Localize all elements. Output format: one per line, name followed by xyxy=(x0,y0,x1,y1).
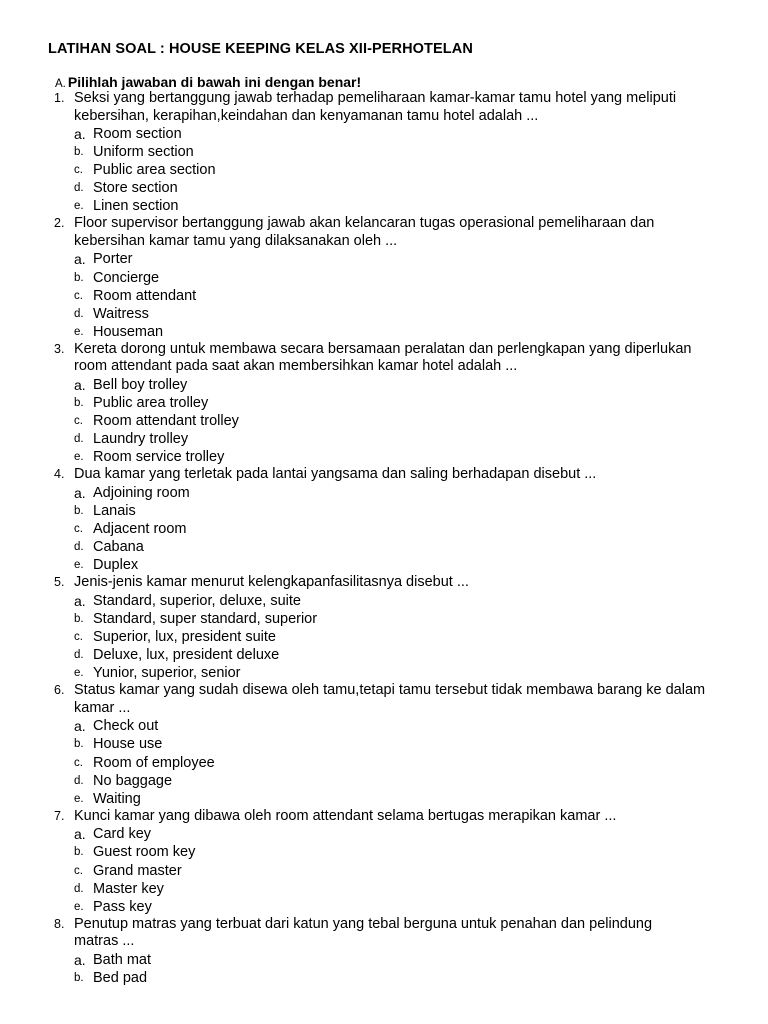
question-5 xyxy=(0,574,768,682)
question-3 xyxy=(0,341,768,466)
answer-option xyxy=(0,394,768,412)
instruction xyxy=(55,74,361,90)
question-text-line xyxy=(0,682,714,700)
option-text: Laundry trolley xyxy=(93,431,189,448)
option-letter: b. xyxy=(74,505,84,517)
question-text: Status kamar yang sudah disewa oleh tamu,tetapi tamu tersebut tidak membawa barang ke dalam xyxy=(74,682,706,699)
option-letter: c. xyxy=(74,415,83,428)
answer-option xyxy=(0,951,768,969)
option-letter: c. xyxy=(74,289,83,302)
answer-option xyxy=(0,754,768,772)
option-letter: b. xyxy=(74,612,84,625)
option-text: Waiting xyxy=(93,790,141,807)
answer-option xyxy=(0,376,768,394)
option-text: Public area section xyxy=(93,162,216,179)
option-text: House use xyxy=(93,736,163,753)
answer-option xyxy=(0,556,768,574)
option-letter: a. xyxy=(74,826,86,843)
answer-option xyxy=(0,179,768,197)
option-text: Master key xyxy=(93,880,164,897)
answer-option xyxy=(0,430,768,448)
answer-option xyxy=(0,125,768,143)
option-text: Lanais xyxy=(93,503,136,519)
answer-option xyxy=(0,269,768,287)
answer-option xyxy=(0,143,768,161)
option-letter: e. xyxy=(74,900,84,913)
answer-option xyxy=(0,969,768,987)
option-letter: a. xyxy=(74,592,86,609)
option-text: Store section xyxy=(93,180,178,197)
question-text-line xyxy=(0,90,714,108)
option-letter: c. xyxy=(74,164,83,177)
question-text: matras ... xyxy=(74,933,135,950)
question-text-line xyxy=(0,215,714,233)
option-text: Grand master xyxy=(93,862,182,879)
answer-option xyxy=(0,628,768,646)
option-text: Yunior, superior, senior xyxy=(93,665,241,682)
option-text: Standard, superior, deluxe, suite xyxy=(93,592,301,609)
question-text-line xyxy=(0,341,714,359)
option-text: Room section xyxy=(93,126,182,142)
answer-option xyxy=(0,880,768,898)
answer-option xyxy=(0,520,768,538)
option-letter: d. xyxy=(74,182,84,195)
question-text-line xyxy=(0,233,714,251)
question-number: 5. xyxy=(54,575,65,590)
option-text: Room of employee xyxy=(93,754,215,771)
answer-option xyxy=(0,412,768,430)
option-text: Porter xyxy=(93,251,133,268)
option-letter: e. xyxy=(74,325,84,338)
option-letter: c. xyxy=(74,631,83,644)
question-7 xyxy=(0,808,768,916)
option-letter: c. xyxy=(74,864,83,877)
question-text-line xyxy=(0,933,714,951)
instruction-text: Pilihlah jawaban di bawah ini dengan benar! xyxy=(67,74,362,90)
answer-option xyxy=(0,538,768,556)
option-text: Cabana xyxy=(93,539,144,556)
answer-option xyxy=(0,287,768,305)
option-text: Room service trolley xyxy=(93,449,225,466)
option-letter: b. xyxy=(74,271,84,284)
option-letter: d. xyxy=(74,433,84,446)
option-text: Uniform section xyxy=(93,144,194,161)
question-text: Kunci kamar yang dibawa oleh room attendant selama bertugas merapikan kamar ... xyxy=(74,807,617,824)
option-letter: d. xyxy=(74,882,84,895)
answer-option xyxy=(0,825,768,843)
option-letter: d. xyxy=(74,307,84,320)
question-2 xyxy=(0,215,768,340)
option-text: Linen section xyxy=(93,198,179,215)
option-text: No baggage xyxy=(93,772,173,789)
answer-option xyxy=(0,161,768,179)
question-number: 6. xyxy=(54,683,65,698)
option-text: Check out xyxy=(93,718,159,735)
question-number: 8. xyxy=(54,916,65,931)
answer-option xyxy=(0,772,768,790)
answer-option xyxy=(0,305,768,323)
answer-option xyxy=(0,323,768,341)
option-text: Concierge xyxy=(93,269,160,286)
option-text: Duplex xyxy=(93,557,139,574)
option-letter: e. xyxy=(74,200,84,213)
option-text: Room attendant xyxy=(93,287,197,304)
question-text: Dua kamar yang terletak pada lantai yangsama dan saling berhadapan disebut ... xyxy=(74,466,597,483)
option-text: Adjacent room xyxy=(93,521,187,538)
option-text: Bath mat xyxy=(93,951,152,968)
instruction-label: A. xyxy=(55,78,66,90)
option-letter: b. xyxy=(74,397,84,410)
answer-option xyxy=(0,898,768,916)
option-letter: a. xyxy=(74,376,86,393)
option-letter: e. xyxy=(74,451,84,464)
answer-option xyxy=(0,862,768,880)
option-text: Superior, lux, president suite xyxy=(93,629,276,646)
option-letter: c. xyxy=(74,756,83,769)
answer-option xyxy=(0,843,768,861)
option-text: Public area trolley xyxy=(93,395,209,412)
question-text-line xyxy=(0,466,714,484)
answer-option xyxy=(0,197,768,215)
option-letter: a. xyxy=(74,484,86,501)
question-number: 4. xyxy=(54,467,65,482)
option-text: Bed pad xyxy=(93,969,148,986)
question-text: Floor supervisor bertanggung jawab akan kelancaran tugas operasional pemeliharaan dan xyxy=(74,215,655,232)
option-letter: a. xyxy=(74,718,86,735)
option-text: Houseman xyxy=(93,323,164,340)
question-text-line xyxy=(0,916,714,934)
option-letter: e. xyxy=(74,792,84,805)
answer-option xyxy=(0,484,768,502)
question-text: Jenis-jenis kamar menurut kelengkapanfasilitasnya disebut ... xyxy=(74,574,469,591)
question-8 xyxy=(0,916,768,987)
question-text-line xyxy=(0,108,714,126)
option-letter: d. xyxy=(74,541,84,554)
option-letter: e. xyxy=(74,667,84,680)
option-letter: b. xyxy=(74,971,84,984)
question-1 xyxy=(0,90,768,215)
question-number: 1. xyxy=(54,91,65,105)
answer-option xyxy=(0,250,768,268)
answer-option xyxy=(0,592,768,610)
question-number: 7. xyxy=(54,808,65,823)
option-letter: d. xyxy=(74,774,84,787)
option-text: Room attendant trolley xyxy=(93,413,239,430)
option-letter: a. xyxy=(74,126,86,142)
option-text: Card key xyxy=(93,826,152,843)
option-text: Pass key xyxy=(93,898,152,915)
question-text: kebersihan kamar tamu yang dilaksanakan oleh ... xyxy=(74,232,398,249)
question-4 xyxy=(0,466,768,574)
option-letter: d. xyxy=(74,649,84,662)
answer-option xyxy=(0,664,768,682)
option-letter: b. xyxy=(74,738,84,751)
option-text: Deluxe, lux, president deluxe xyxy=(93,647,280,664)
option-letter: a. xyxy=(74,251,86,268)
answer-option xyxy=(0,790,768,808)
question-number: 3. xyxy=(54,341,65,356)
answer-option xyxy=(0,502,768,520)
question-text: room attendant pada saat akan membersihkan kamar hotel adalah ... xyxy=(74,358,518,375)
option-letter: b. xyxy=(74,146,84,159)
answer-option xyxy=(0,717,768,735)
question-text-line xyxy=(0,700,714,718)
question-text: Kereta dorong untuk membawa secara bersamaan peralatan dan perlengkapan yang diperlukan xyxy=(74,340,692,357)
answer-option xyxy=(0,735,768,753)
question-text-line xyxy=(0,574,714,592)
option-letter: a. xyxy=(74,951,86,968)
option-text: Standard, super standard, superior xyxy=(93,610,318,627)
question-text: Seksi yang bertanggung jawab terhadap pemeliharaan kamar-kamar tamu hotel yang meliputi xyxy=(74,90,677,106)
option-text: Guest room key xyxy=(93,844,196,861)
question-text: kebersihan, kerapihan,keindahan dan kenyamanan tamu hotel adalah ... xyxy=(74,107,539,124)
option-letter: b. xyxy=(74,846,84,859)
question-number: 2. xyxy=(54,216,65,231)
question-list xyxy=(0,90,768,987)
option-text: Bell boy trolley xyxy=(93,376,188,393)
question-text-line xyxy=(0,358,714,376)
answer-option xyxy=(0,646,768,664)
option-text: Adjoining room xyxy=(93,484,190,501)
question-text: Penutup matras yang terbuat dari katun yang tebal berguna untuk penahan dan pelindung xyxy=(74,915,653,932)
question-6 xyxy=(0,682,768,807)
question-text: kamar ... xyxy=(74,699,131,716)
answer-option xyxy=(0,448,768,466)
option-text: Waitress xyxy=(93,305,149,322)
option-letter: e. xyxy=(74,559,84,572)
page-title: LATIHAN SOAL : HOUSE KEEPING KELAS XII-PERHOTELAN xyxy=(48,41,473,57)
option-letter: c. xyxy=(74,523,83,536)
question-text-line xyxy=(0,808,714,826)
answer-option xyxy=(0,610,768,628)
